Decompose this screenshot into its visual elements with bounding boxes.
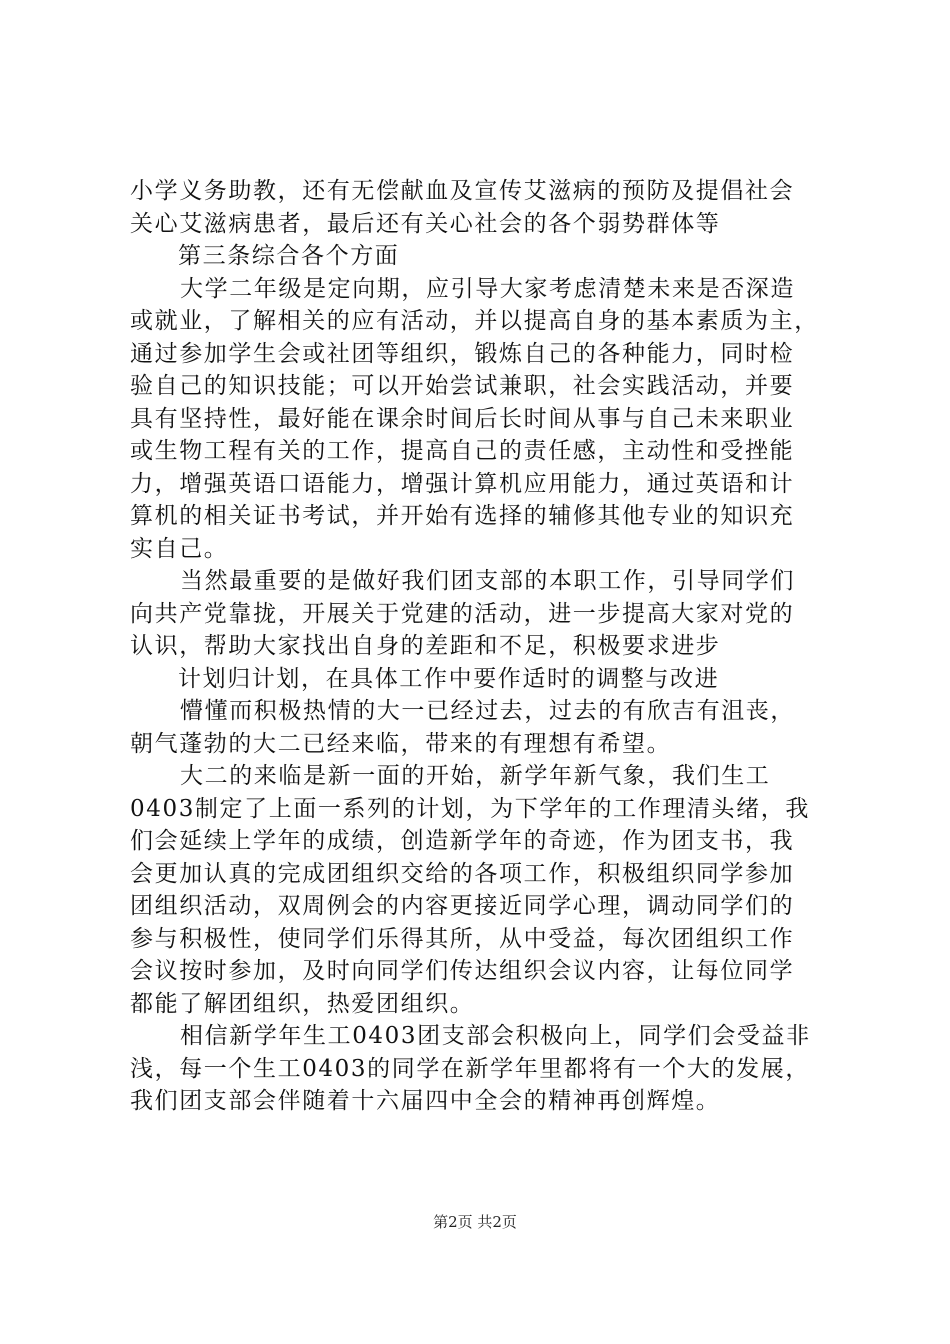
text-line: 算机的相关证书考试，并开始有选择的辅修其他专业的知识充	[130, 503, 795, 529]
text-line: 都能了解团组织，热爱团组织。	[130, 990, 475, 1017]
document-body	[130, 175, 830, 1118]
text-line: 大学二年级是定向期，应引导大家考虑清楚未来是否深造	[180, 275, 795, 302]
text-line: 或生物工程有关的工作，提高自己的责任感，主动性和受挫能	[130, 438, 795, 464]
text-line: 认识，帮助大家找出自身的差距和不足，积极要求进步	[130, 633, 721, 659]
text-line: 团组织活动，双周例会的内容更接近同学心理，调动同学们的	[130, 893, 795, 919]
text-line: 会更加认真的完成团组织交给的各项工作，积极组织同学参加	[130, 860, 795, 887]
text-line: 我们团支部会伴随着十六届四中全会的精神再创辉煌。	[130, 1088, 721, 1114]
text-line: 相信新学年生工0403团支部会积极向上，同学们会受益非	[180, 1023, 811, 1049]
text-line: 第三条综合各个方面	[178, 243, 400, 269]
text-line: 0403制定了上面一系列的计划，为下学年的工作理清头绪，我	[130, 795, 810, 822]
text-line: 当然最重要的是做好我们团支部的本职工作，引导同学们	[180, 568, 795, 594]
text-line: 或就业，了解相关的应有活动，并以提高自身的基本素质为主，	[130, 308, 819, 334]
text-line: 向共产党靠拢，开展关于党建的活动，进一步提高大家对党的	[130, 600, 795, 627]
text-line: 浅，每一个生工0403的同学在新学年里都将有一个大的发展，	[130, 1055, 810, 1082]
text-line: 们会延续上学年的成绩，创造新学年的奇迹，作为团支书，我	[130, 828, 795, 854]
text-line: 会议按时参加，及时向同学们传达组织会议内容，让每位同学	[130, 958, 795, 984]
text-line: 具有坚持性，最好能在课余时间后长时间从事与自己未来职业	[130, 405, 795, 432]
text-line: 朝气蓬勃的大二已经来临，带来的有理想有希望。	[130, 730, 672, 757]
text-line: 验自己的知识技能；可以开始尝试兼职，社会实践活动，并要	[130, 373, 795, 399]
text-line: 通过参加学生会或社团等组织，锻炼自己的各种能力，同时检	[130, 340, 795, 367]
text-line: 实自己。	[130, 535, 229, 562]
text-line: 计划归计划，在具体工作中要作适时的调整与改进	[178, 665, 720, 692]
text-line: 懵懂而积极热情的大一已经过去，过去的有欣吉有沮丧，	[180, 698, 795, 724]
text-line: 关心艾滋病患者，最后还有关心社会的各个弱势群体等	[130, 210, 721, 237]
text-line: 小学义务助教，还有无偿献血及宣传艾滋病的预防及提倡社会	[130, 178, 795, 204]
text-line: 大二的来临是新一面的开始，新学年新气象，我们生工	[180, 763, 771, 789]
text-line: 参与积极性，使同学们乐得其所，从中受益，每次团组织工作	[130, 925, 795, 952]
text-line: 力，增强英语口语能力，增强计算机应用能力，通过英语和计	[130, 470, 795, 497]
page-footer: 第2页 共2页	[433, 1213, 517, 1231]
